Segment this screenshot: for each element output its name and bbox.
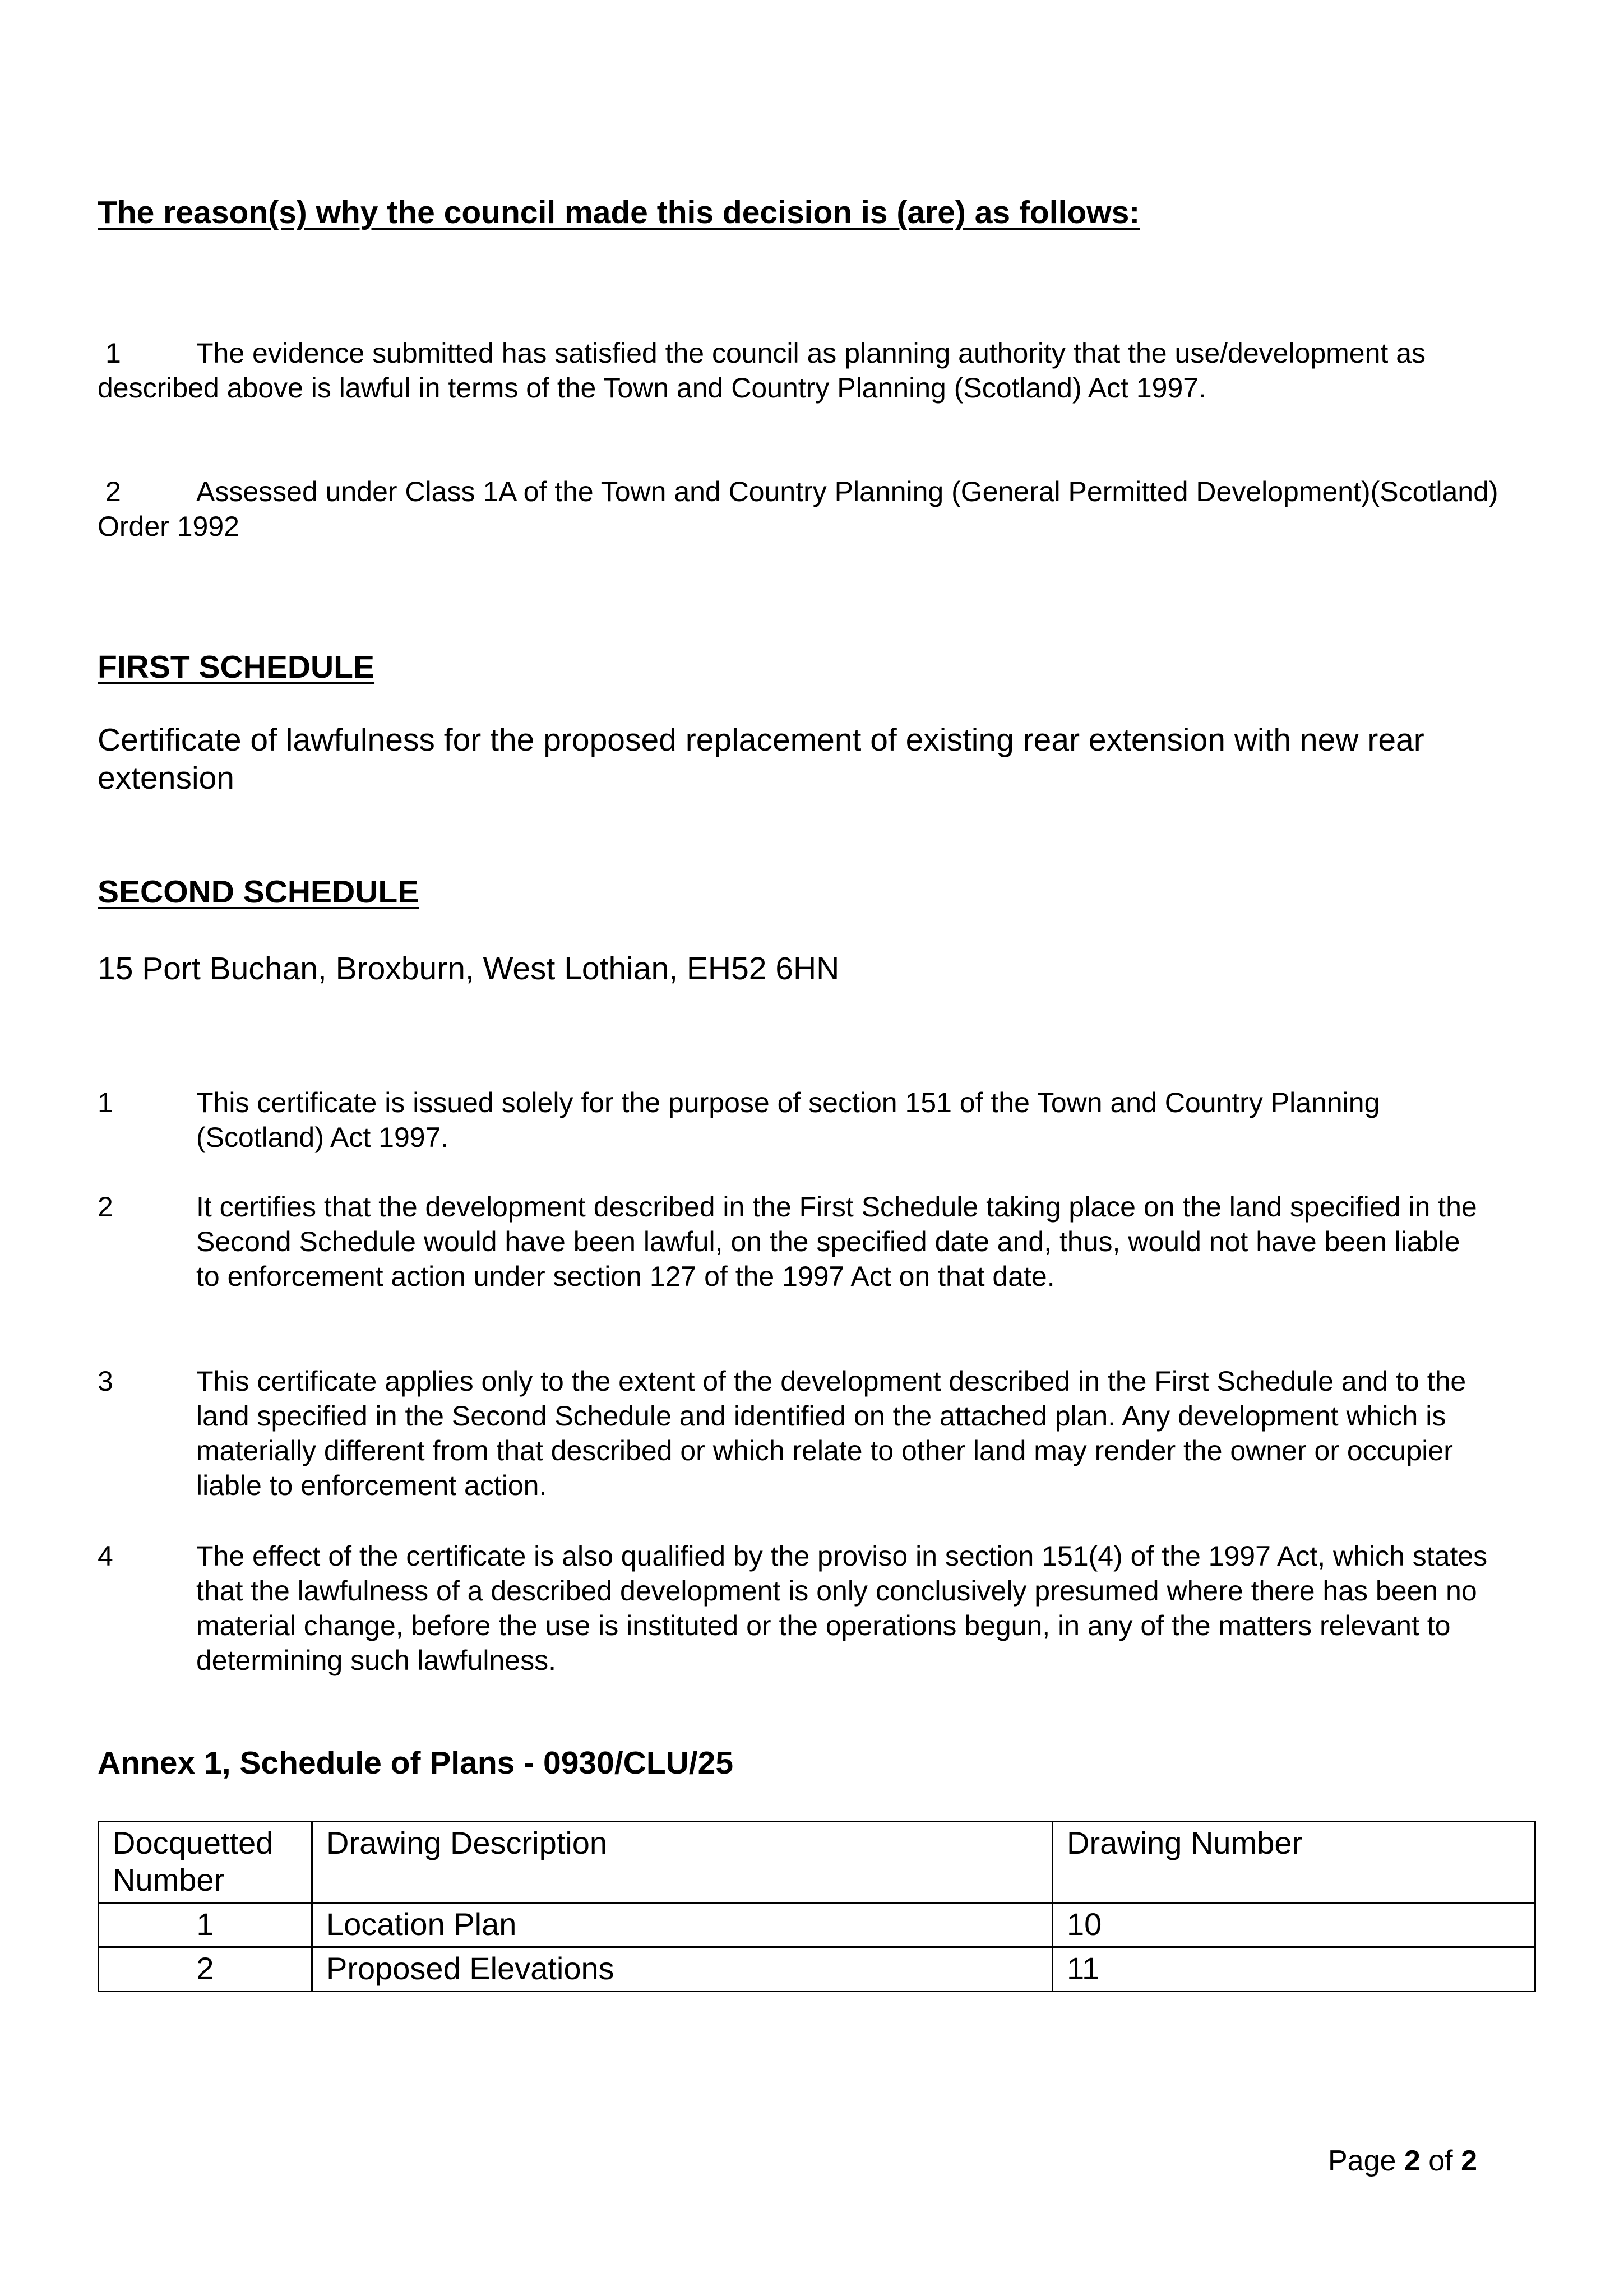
table-header-row [99,1822,1535,1903]
note-text: It certifies that the development described in the First Schedule taking place on the land specified in the Second Schedule would have been lawful, on the specified date and, thus, would not have been liable to enforcement action under section 127 of the 1997 Act on that date. [196,1191,1477,1292]
reason-item [98,336,1499,405]
first-schedule-text: Certificate of lawfulness for the proposed replacement of existing rear extension with new rear extension [98,722,1424,796]
page-label: Page [1327,2145,1396,2177]
note-item [98,1085,1488,1155]
drawing-description-cell: Location Plan [312,1903,1053,1947]
page-number [1328,2144,1477,2178]
drawing-number-cell: 10 [1053,1903,1535,1947]
table-row [99,1903,1535,1947]
note-item [98,1189,1488,1294]
plans-table [98,1821,1536,1992]
note-number: 2 [98,1191,113,1223]
column-header-drawing-number: Drawing Number [1053,1822,1535,1903]
reason-text: The evidence submitted has satisfied the council as planning authority that the use/development as described above is lawful in terms of the Town and Country Planning (Scotland) Act 1997. [98,337,1426,404]
note-number: 3 [98,1365,113,1397]
total-pages: 2 [1461,2145,1477,2177]
second-schedule-address: 15 Port Buchan, Broxburn, West Lothian, EH52 6HN [98,951,840,987]
docquetted-number-cell: 2 [99,1947,312,1992]
drawing-number-cell: 11 [1053,1947,1535,1992]
note-text: This certificate is issued solely for the purpose of section 151 of the Town and Country Planning (Scotland) Act 1997. [196,1087,1380,1153]
note-text: This certificate applies only to the extent of the development described in the First Schedule and to the land specified in the Second Schedule and identified on the attached plan. Any development which is materially different from that described or which relate to other land may render the owner or occupier liable to enforcement action. [196,1365,1466,1501]
reason-number: 2 [105,476,121,507]
note-number: 1 [98,1087,113,1118]
reason-item [98,474,1499,544]
note-text: The effect of the certificate is also qualified by the proviso in section 151(4) of the 1997 Act, which states that the lawfulness of a described development is only conclusively presumed where there has been no material change, before the use is instituted or the operations begun, in any of the matters relevant to determining such lawfulness. [196,1540,1488,1676]
page-of-label: of [1428,2145,1453,2177]
docquetted-number-cell: 1 [99,1903,312,1947]
annex-title: Annex 1, Schedule of Plans - 0930/CLU/25 [98,1745,734,1781]
second-schedule-heading: SECOND SCHEDULE [98,874,419,910]
note-item [98,1539,1488,1678]
first-schedule-heading: FIRST SCHEDULE [98,649,375,685]
note-number: 4 [98,1540,113,1572]
drawing-description-cell: Proposed Elevations [312,1947,1053,1992]
column-header-drawing-description: Drawing Description [312,1822,1053,1903]
note-item [98,1364,1488,1503]
reasons-heading: The reason(s) why the council made this decision is (are) as follows: [98,195,1140,230]
column-header-docquetted-number: Docquetted Number [99,1822,312,1903]
table-row [99,1947,1535,1992]
reason-number: 1 [105,337,121,369]
reason-text: Assessed under Class 1A of the Town and Country Planning (General Permitted Development)(Scotland) Order 1992 [98,476,1498,542]
current-page: 2 [1404,2145,1421,2177]
